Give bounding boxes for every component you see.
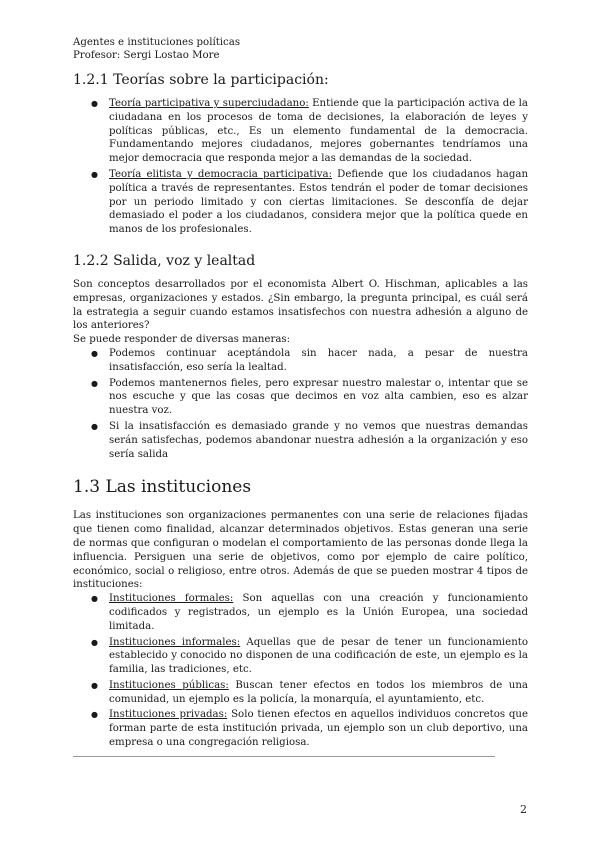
exit-intro: Se puede responder de diversas maneras: <box>73 334 291 346</box>
list-item <box>109 168 528 237</box>
list-item <box>109 679 528 707</box>
institutions-list <box>73 592 528 750</box>
footer-divider <box>73 756 495 757</box>
item-text: Entiende que la participación activa de la ciudadana en los procesos de toma de decisiones, la elaboración de leyes y políticas públicas, etc., Es un elemento fundamental de la democracia. Fundamentando mejores ciudadanos, mejores gobernantes tendríamos una mejor democracia que responda mejor a las demandas de la sociedad. <box>109 98 528 165</box>
page-content <box>73 72 528 757</box>
item-term: Instituciones informales: <box>109 636 241 648</box>
list-item: ● Si la insatisfacción es demasiado grande y no vemos que nuestras demandas serán satisfechas, podemos abandonar nuestra adhesión a la organización y eso sería salida <box>109 420 528 461</box>
page-header <box>73 36 240 62</box>
item-term: Instituciones públicas: <box>109 679 229 691</box>
course-title: Agentes e instituciones políticas <box>73 37 241 48</box>
exit-paragraph: Son conceptos desarrollados por el economista Albert O. Hischman, aplicables a las empresas, organizaciones y estados. ¿Sin embargo, la pregunta principal, es cuál será la estrategia a seguir cuando estamos insatisfechos con nuestra adhesión a alguno de los anteriores? <box>73 278 528 332</box>
list-item <box>109 592 528 633</box>
list-item: ● Podemos continuar aceptándola sin hacer nada, a pesar de nuestra insatisfacción, eso sería la lealtad. <box>109 347 528 375</box>
institutions-paragraph: Las instituciones son organizaciones permanentes con una serie de relaciones fijadas que tienen como finalidad, alcanzar determinados objetivos. Estas generan una serie de normas que configuran o modelan el comportamiento de las personas donde llega la influencia. Persiguen una serie de objetivos, como por ejemplo de caire político, económico, social o religioso, entre otros. Además de que se pueden mostrar 4 tipos de instituciones: <box>73 510 528 591</box>
section-participation <box>73 72 528 237</box>
professor-name: Profesor: Sergi Lostao More <box>73 50 220 61</box>
exit-list <box>73 347 528 461</box>
item-text: Solo tienen efectos en aquellos individuos concretos que forman parte de esta institución privada, un ejemplo son un club deportivo, una empresa o una congregación religiosa. <box>109 709 528 749</box>
section-exit-voice-loyalty <box>73 253 528 461</box>
item-term: Teoría participativa y superciudadano: <box>109 98 309 109</box>
section-title-participation: 1.2.1 Teorías sobre la participación: <box>73 72 329 88</box>
section-title-exit: 1.2.2 Salida, voz y lealtad <box>73 252 256 269</box>
section-title-institutions: 1.3 Las instituciones <box>73 477 252 498</box>
list-item: ● Podemos mantenernos fieles, pero expresar nuestro malestar o, intentar que se nos escuche y que las cosas que decimos en voz alta cambien, eso es alzar nuestra voz. <box>109 377 528 418</box>
item-text: Buscan tener efectos en todos los miembros de una comunidad, un ejemplo es la policía, la monarquía, el ayuntamiento, etc. <box>109 679 528 705</box>
item-text: Aquellas que de pesar de tener un funcionamiento establecido y conocido no disponen de una codificación de este, un ejemplo es la familia, las tradiciones, etc. <box>109 636 528 676</box>
item-term: Teoría elitista y democracia participativa: <box>109 168 333 180</box>
item-text: Son aquellas con una creación y funcionamiento codificados y registrados, un ejemplo es la Unión Europea, una sociedad limitada. <box>109 593 528 632</box>
section-institutions <box>73 477 528 757</box>
list-item <box>109 97 528 166</box>
list-item <box>109 636 528 677</box>
item-term: Instituciones formales: <box>109 593 234 605</box>
item-term: Instituciones privadas: <box>109 709 228 721</box>
list-item <box>109 708 528 749</box>
item-text: Defiende que los ciudadanos hagan política a través de representantes. Estos tendrán el poder de tomar decisiones por un periodo limitado y con ciertas limitaciones. Se desconfía de dejar demasiado el poder a los ciudadanos, considera mejor que la política quede en manos de los profesionales. <box>109 168 529 236</box>
page-number: 2 <box>520 803 527 816</box>
participation-list <box>73 97 528 237</box>
